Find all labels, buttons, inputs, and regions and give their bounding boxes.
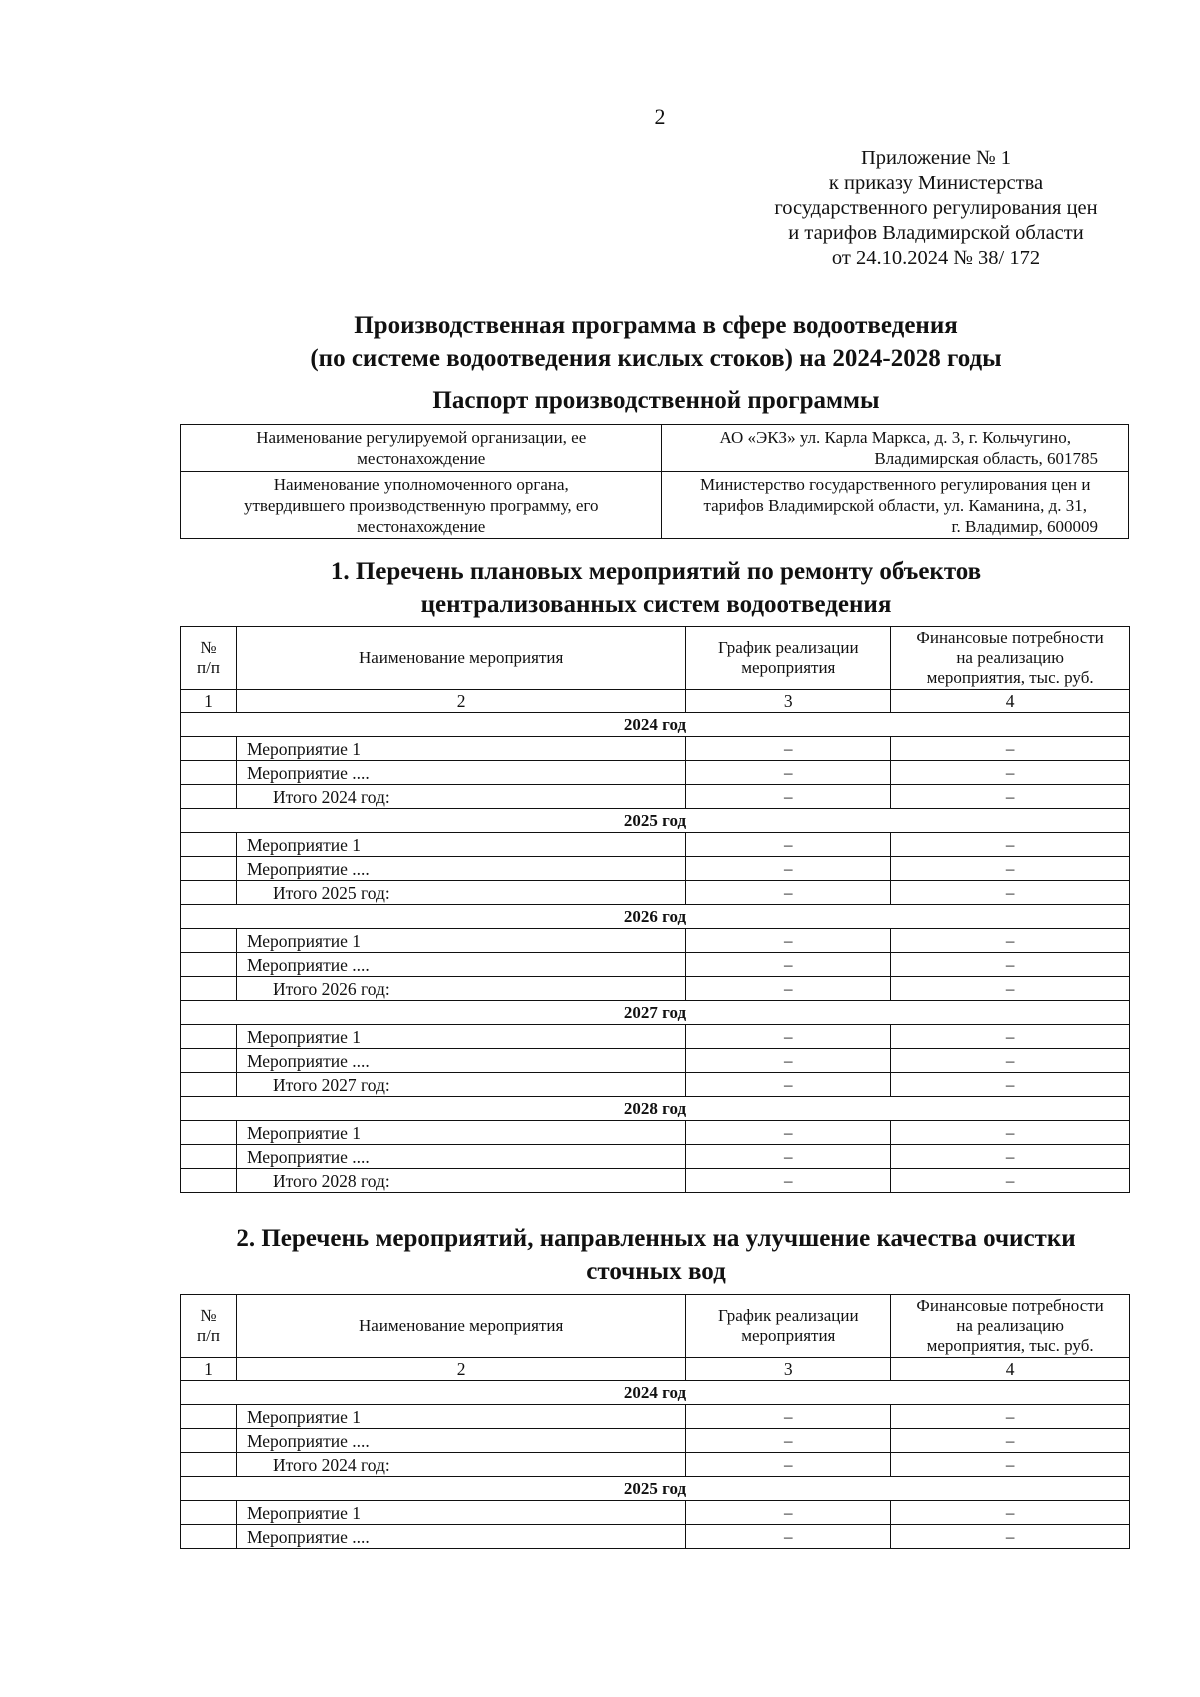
column-number: 1 [181, 1358, 237, 1381]
total-finance: – [891, 1453, 1130, 1477]
header-num: № п/п [181, 627, 237, 690]
year-label: 2027 год [181, 1001, 1130, 1025]
passport-row [181, 472, 1129, 539]
row-num [181, 929, 237, 953]
row-num [181, 1169, 237, 1193]
year-label: 2028 год [181, 1097, 1130, 1121]
event-finance: – [891, 857, 1130, 881]
event-schedule: – [686, 857, 891, 881]
event-name: Мероприятие 1 [236, 1501, 685, 1525]
total-finance: – [891, 785, 1130, 809]
section2-title: 2. Перечень мероприятий, направленных на улучшение качества очистки сточных вод [236, 1225, 1076, 1285]
passport-row [181, 425, 1129, 472]
row-num [181, 1453, 237, 1477]
event-finance: – [891, 1525, 1130, 1549]
row-num [181, 1073, 237, 1097]
event-name: Мероприятие .... [236, 1049, 685, 1073]
column-number: 2 [236, 690, 685, 713]
event-finance: – [891, 1025, 1130, 1049]
event-name: Мероприятие 1 [236, 1121, 685, 1145]
row-num [181, 737, 237, 761]
column-number: 2 [236, 1358, 685, 1381]
event-name: Мероприятие .... [236, 953, 685, 977]
cleaning-events-table [180, 1294, 1130, 1549]
repair-events-table [180, 626, 1130, 1193]
row-num [181, 857, 237, 881]
column-number: 4 [891, 690, 1130, 713]
table-row [181, 1405, 1130, 1429]
header-schedule: График реализации мероприятия [686, 1295, 891, 1358]
year-label: 2026 год [181, 905, 1130, 929]
year-label: 2024 год [181, 1381, 1130, 1405]
total-row [181, 1453, 1130, 1477]
event-name: Мероприятие .... [236, 1525, 685, 1549]
total-schedule: – [686, 881, 891, 905]
column-number: 3 [686, 690, 891, 713]
table-row [181, 761, 1130, 785]
header-name: Наименование мероприятия [236, 1295, 685, 1358]
event-name: Мероприятие 1 [236, 929, 685, 953]
row-num [181, 785, 237, 809]
row-num [181, 1405, 237, 1429]
event-finance: – [891, 1429, 1130, 1453]
event-schedule: – [686, 761, 891, 785]
table-row [181, 1145, 1130, 1169]
event-name: Мероприятие 1 [236, 1025, 685, 1049]
total-label: Итого 2024 год: [236, 1453, 685, 1477]
table-header-row [181, 1295, 1130, 1358]
total-finance: – [891, 977, 1130, 1001]
total-row [181, 785, 1130, 809]
appendix-line: Приложение № 1 [860, 147, 1012, 169]
event-schedule: – [686, 1405, 891, 1429]
table-row [181, 737, 1130, 761]
passport-value: Министерство государственного регулирования цен и тарифов Владимирской области, ул. Каманина, д. 31, г. Владимир, 600009 [662, 472, 1129, 539]
row-num [181, 1025, 237, 1049]
table-row [181, 1121, 1130, 1145]
row-num [181, 1429, 237, 1453]
header-name: Наименование мероприятия [236, 627, 685, 690]
row-num [181, 1145, 237, 1169]
total-schedule: – [686, 1169, 891, 1193]
event-finance: – [891, 953, 1130, 977]
event-finance: – [891, 1145, 1130, 1169]
total-row [181, 1073, 1130, 1097]
year-row [181, 1001, 1130, 1025]
total-label: Итого 2024 год: [236, 785, 685, 809]
program-title: Производственная программа в сфере водоотведения (по системе водоотведения кислых стоков) на 2024-2028 годы [310, 312, 1002, 372]
table-row [181, 1049, 1130, 1073]
year-row [181, 713, 1130, 737]
total-schedule: – [686, 1073, 891, 1097]
header-schedule: График реализации мероприятия [686, 627, 891, 690]
table-header-row [181, 627, 1130, 690]
column-numbers-row [181, 1358, 1130, 1381]
event-schedule: – [686, 1121, 891, 1145]
event-finance: – [891, 1121, 1130, 1145]
year-row [181, 905, 1130, 929]
page-number: 2 [654, 104, 666, 129]
total-row [181, 881, 1130, 905]
header-num: № п/п [181, 1295, 237, 1358]
total-finance: – [891, 881, 1130, 905]
row-num [181, 881, 237, 905]
table-row [181, 833, 1130, 857]
event-finance: – [891, 761, 1130, 785]
row-num [181, 953, 237, 977]
year-label: 2024 год [181, 713, 1130, 737]
appendix-line: от 24.10.2024 № 38/ 172 [831, 247, 1041, 269]
event-name: Мероприятие 1 [236, 737, 685, 761]
event-schedule: – [686, 833, 891, 857]
row-num [181, 977, 237, 1001]
total-label: Итого 2028 год: [236, 1169, 685, 1193]
event-schedule: – [686, 1145, 891, 1169]
table-row [181, 1429, 1130, 1453]
appendix-block [736, 146, 1136, 271]
event-finance: – [891, 1405, 1130, 1429]
event-finance: – [891, 833, 1130, 857]
event-name: Мероприятие .... [236, 1145, 685, 1169]
total-schedule: – [686, 785, 891, 809]
event-schedule: – [686, 1525, 891, 1549]
row-num [181, 833, 237, 857]
table-row [181, 1025, 1130, 1049]
table-row [181, 1501, 1130, 1525]
event-schedule: – [686, 1025, 891, 1049]
section1-title: 1. Перечень плановых мероприятий по ремонту объектов централизованных систем водоотведения [330, 558, 982, 618]
table-row [181, 929, 1130, 953]
row-num [181, 1121, 237, 1145]
header-finance: Финансовые потребности на реализацию мероприятия, тыс. руб. [891, 1295, 1130, 1358]
row-num [181, 761, 237, 785]
event-finance: – [891, 737, 1130, 761]
column-number: 3 [686, 1358, 891, 1381]
table-row [181, 857, 1130, 881]
passport-value: АО «ЭКЗ» ул. Карла Маркса, д. 3, г. Кольчугино, Владимирская область, 601785 [662, 425, 1129, 472]
event-finance: – [891, 929, 1130, 953]
total-label: Итого 2026 год: [236, 977, 685, 1001]
total-finance: – [891, 1169, 1130, 1193]
header-finance: Финансовые потребности на реализацию мероприятия, тыс. руб. [891, 627, 1130, 690]
table-row [181, 953, 1130, 977]
total-schedule: – [686, 977, 891, 1001]
event-name: Мероприятие .... [236, 857, 685, 881]
column-number: 1 [181, 690, 237, 713]
table-row [181, 1525, 1130, 1549]
event-schedule: – [686, 929, 891, 953]
appendix-line: к приказу Министерства [828, 172, 1044, 194]
total-label: Итого 2027 год: [236, 1073, 685, 1097]
passport-label: Наименование уполномоченного органа, утвердившего производственную программу, его местонахождение [181, 472, 662, 539]
total-finance: – [891, 1073, 1130, 1097]
event-schedule: – [686, 953, 891, 977]
column-number: 4 [891, 1358, 1130, 1381]
year-row [181, 1381, 1130, 1405]
event-schedule: – [686, 1049, 891, 1073]
event-name: Мероприятие 1 [236, 1405, 685, 1429]
passport-table [180, 424, 1129, 539]
column-numbers-row [181, 690, 1130, 713]
appendix-line: государственного регулирования цен [774, 197, 1098, 219]
appendix-line: и тарифов Владимирской области [788, 222, 1084, 244]
row-num [181, 1501, 237, 1525]
event-schedule: – [686, 737, 891, 761]
year-row [181, 1097, 1130, 1121]
event-name: Мероприятие .... [236, 1429, 685, 1453]
total-row [181, 1169, 1130, 1193]
year-row [181, 1477, 1130, 1501]
row-num [181, 1049, 237, 1073]
event-schedule: – [686, 1501, 891, 1525]
event-finance: – [891, 1501, 1130, 1525]
event-finance: – [891, 1049, 1130, 1073]
passport-label: Наименование регулируемой организации, ее местонахождение [181, 425, 662, 472]
year-row [181, 809, 1130, 833]
year-label: 2025 год [181, 1477, 1130, 1501]
total-label: Итого 2025 год: [236, 881, 685, 905]
event-schedule: – [686, 1429, 891, 1453]
year-label: 2025 год [181, 809, 1130, 833]
total-row [181, 977, 1130, 1001]
event-name: Мероприятие .... [236, 761, 685, 785]
event-name: Мероприятие 1 [236, 833, 685, 857]
passport-title: Паспорт производственной программы [432, 387, 880, 414]
total-schedule: – [686, 1453, 891, 1477]
row-num [181, 1525, 237, 1549]
